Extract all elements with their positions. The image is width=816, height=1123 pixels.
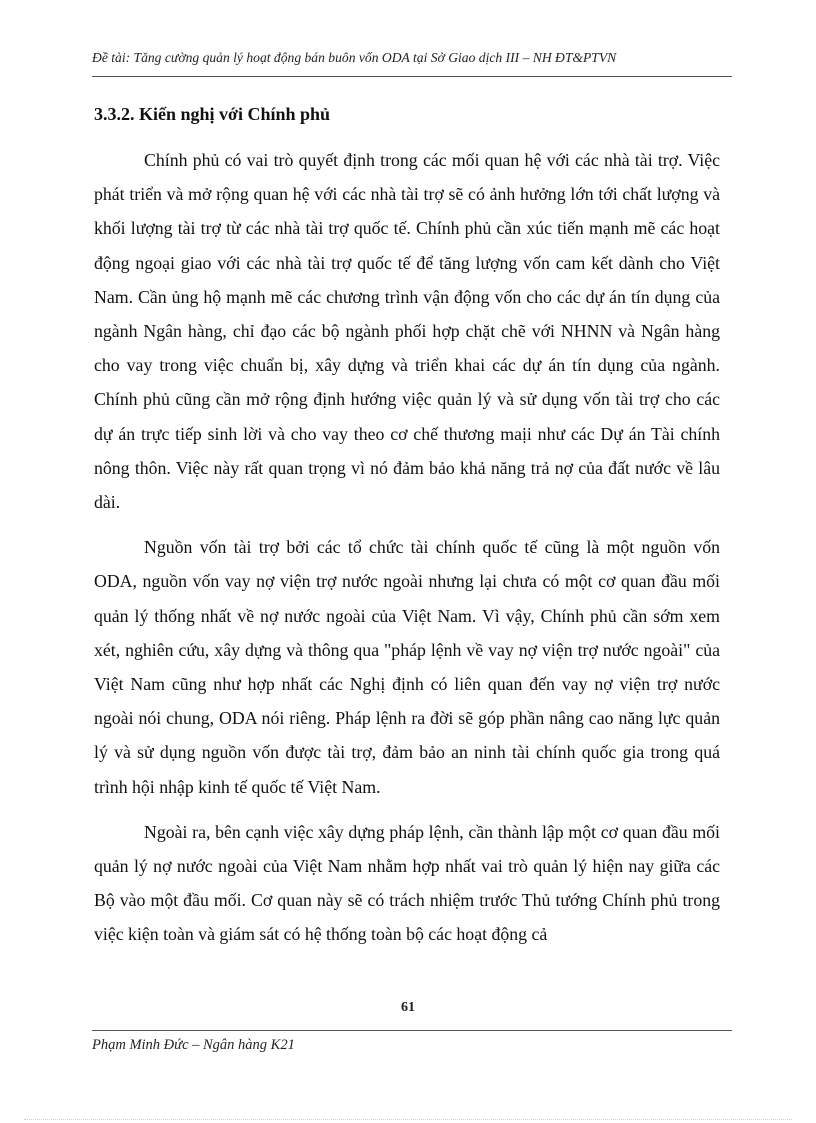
header-title: Đề tài: Tăng cường quản lý hoạt động bán buôn vốn ODA tại Sở Giao dịch III – NH ĐT&PTVN [92, 50, 617, 65]
page-number: 61 [401, 1000, 415, 1015]
footer-author: Phạm Minh Đức – Ngân hàng K21 [92, 1037, 295, 1053]
paragraph-2: Nguồn vốn tài trợ bởi các tổ chức tài chính quốc tế cũng là một nguồn vốn ODA, nguồn vốn vay nợ viện trợ nước ngoài nhưng lại chưa có một cơ quan đầu mối quản lý thống nhất về nợ nước ngoài của Việt Nam. Vì vậy, Chính phủ cần sớm xem xét, nghiên cứu, xây dựng và thông qua "pháp lệnh về vay nợ viện trợ nước ngoài" của Việt Nam cũng như hợp nhất các Nghị định có liên quan đến vay nợ viện trợ nước ngoài nói chung, ODA nói riêng. Pháp lệnh ra đời sẽ góp phần nâng cao năng lực quản lý và sử dụng nguồn vốn được tài trợ, đảm bảo an ninh tài chính quốc gia trong quá trình hội nhập kinh tế quốc tế Việt Nam. [94, 537, 720, 797]
paragraph-3: Ngoài ra, bên cạnh việc xây dựng pháp lệnh, cần thành lập một cơ quan đầu mối quản lý nợ nước ngoài của Việt Nam nhằm hợp nhất vai trò quản lý hiện nay giữa các Bộ vào một đầu mối. Cơ quan này sẽ có trách nhiệm trước Thủ tướng Chính phủ trong việc kiện toàn và giám sát có hệ thống toàn bộ các hoạt động cả [94, 821, 720, 945]
page-header [92, 50, 732, 77]
paragraph-1: Chính phủ có vai trò quyết định trong các mối quan hệ với các nhà tài trợ. Việc phát triển và mở rộng quan hệ với các nhà tài trợ sẽ có ảnh hưởng lớn tới chất lượng và khối lượng tài trợ từ các nhà tài trợ quốc tế. Chính phủ cần xúc tiến mạnh mẽ các hoạt động ngoại giao với các nhà tài trợ quốc tế để tăng lượng vốn cam kết dành cho Việt Nam. Cần ủng hộ mạnh mẽ các chương trình vận động vốn cho các dự án tín dụng của ngành Ngân hàng, chỉ đạo các bộ ngành phối hợp chặt chẽ với NHNN và Ngân hàng cho vay trong việc chuẩn bị, xây dựng và triển khai các dự án tín dụng của ngành. Chính phủ cũng cần mở rộng định hướng việc quản lý và sử dụng vốn tài trợ cho các dự án trực tiếp sinh lời và cho vay theo cơ chế thương maịi như các Dự án Tài chính nông thôn. Việc này rất quan trọng vì nó đảm bảo khả năng trả nợ của đất nước về lâu dài. [94, 150, 720, 513]
page-footer [92, 1030, 732, 1057]
section-heading: 3.3.2. Kiến nghị với Chính phủ [94, 104, 331, 124]
body-text [94, 143, 720, 963]
page-edge-divider [24, 1119, 792, 1120]
